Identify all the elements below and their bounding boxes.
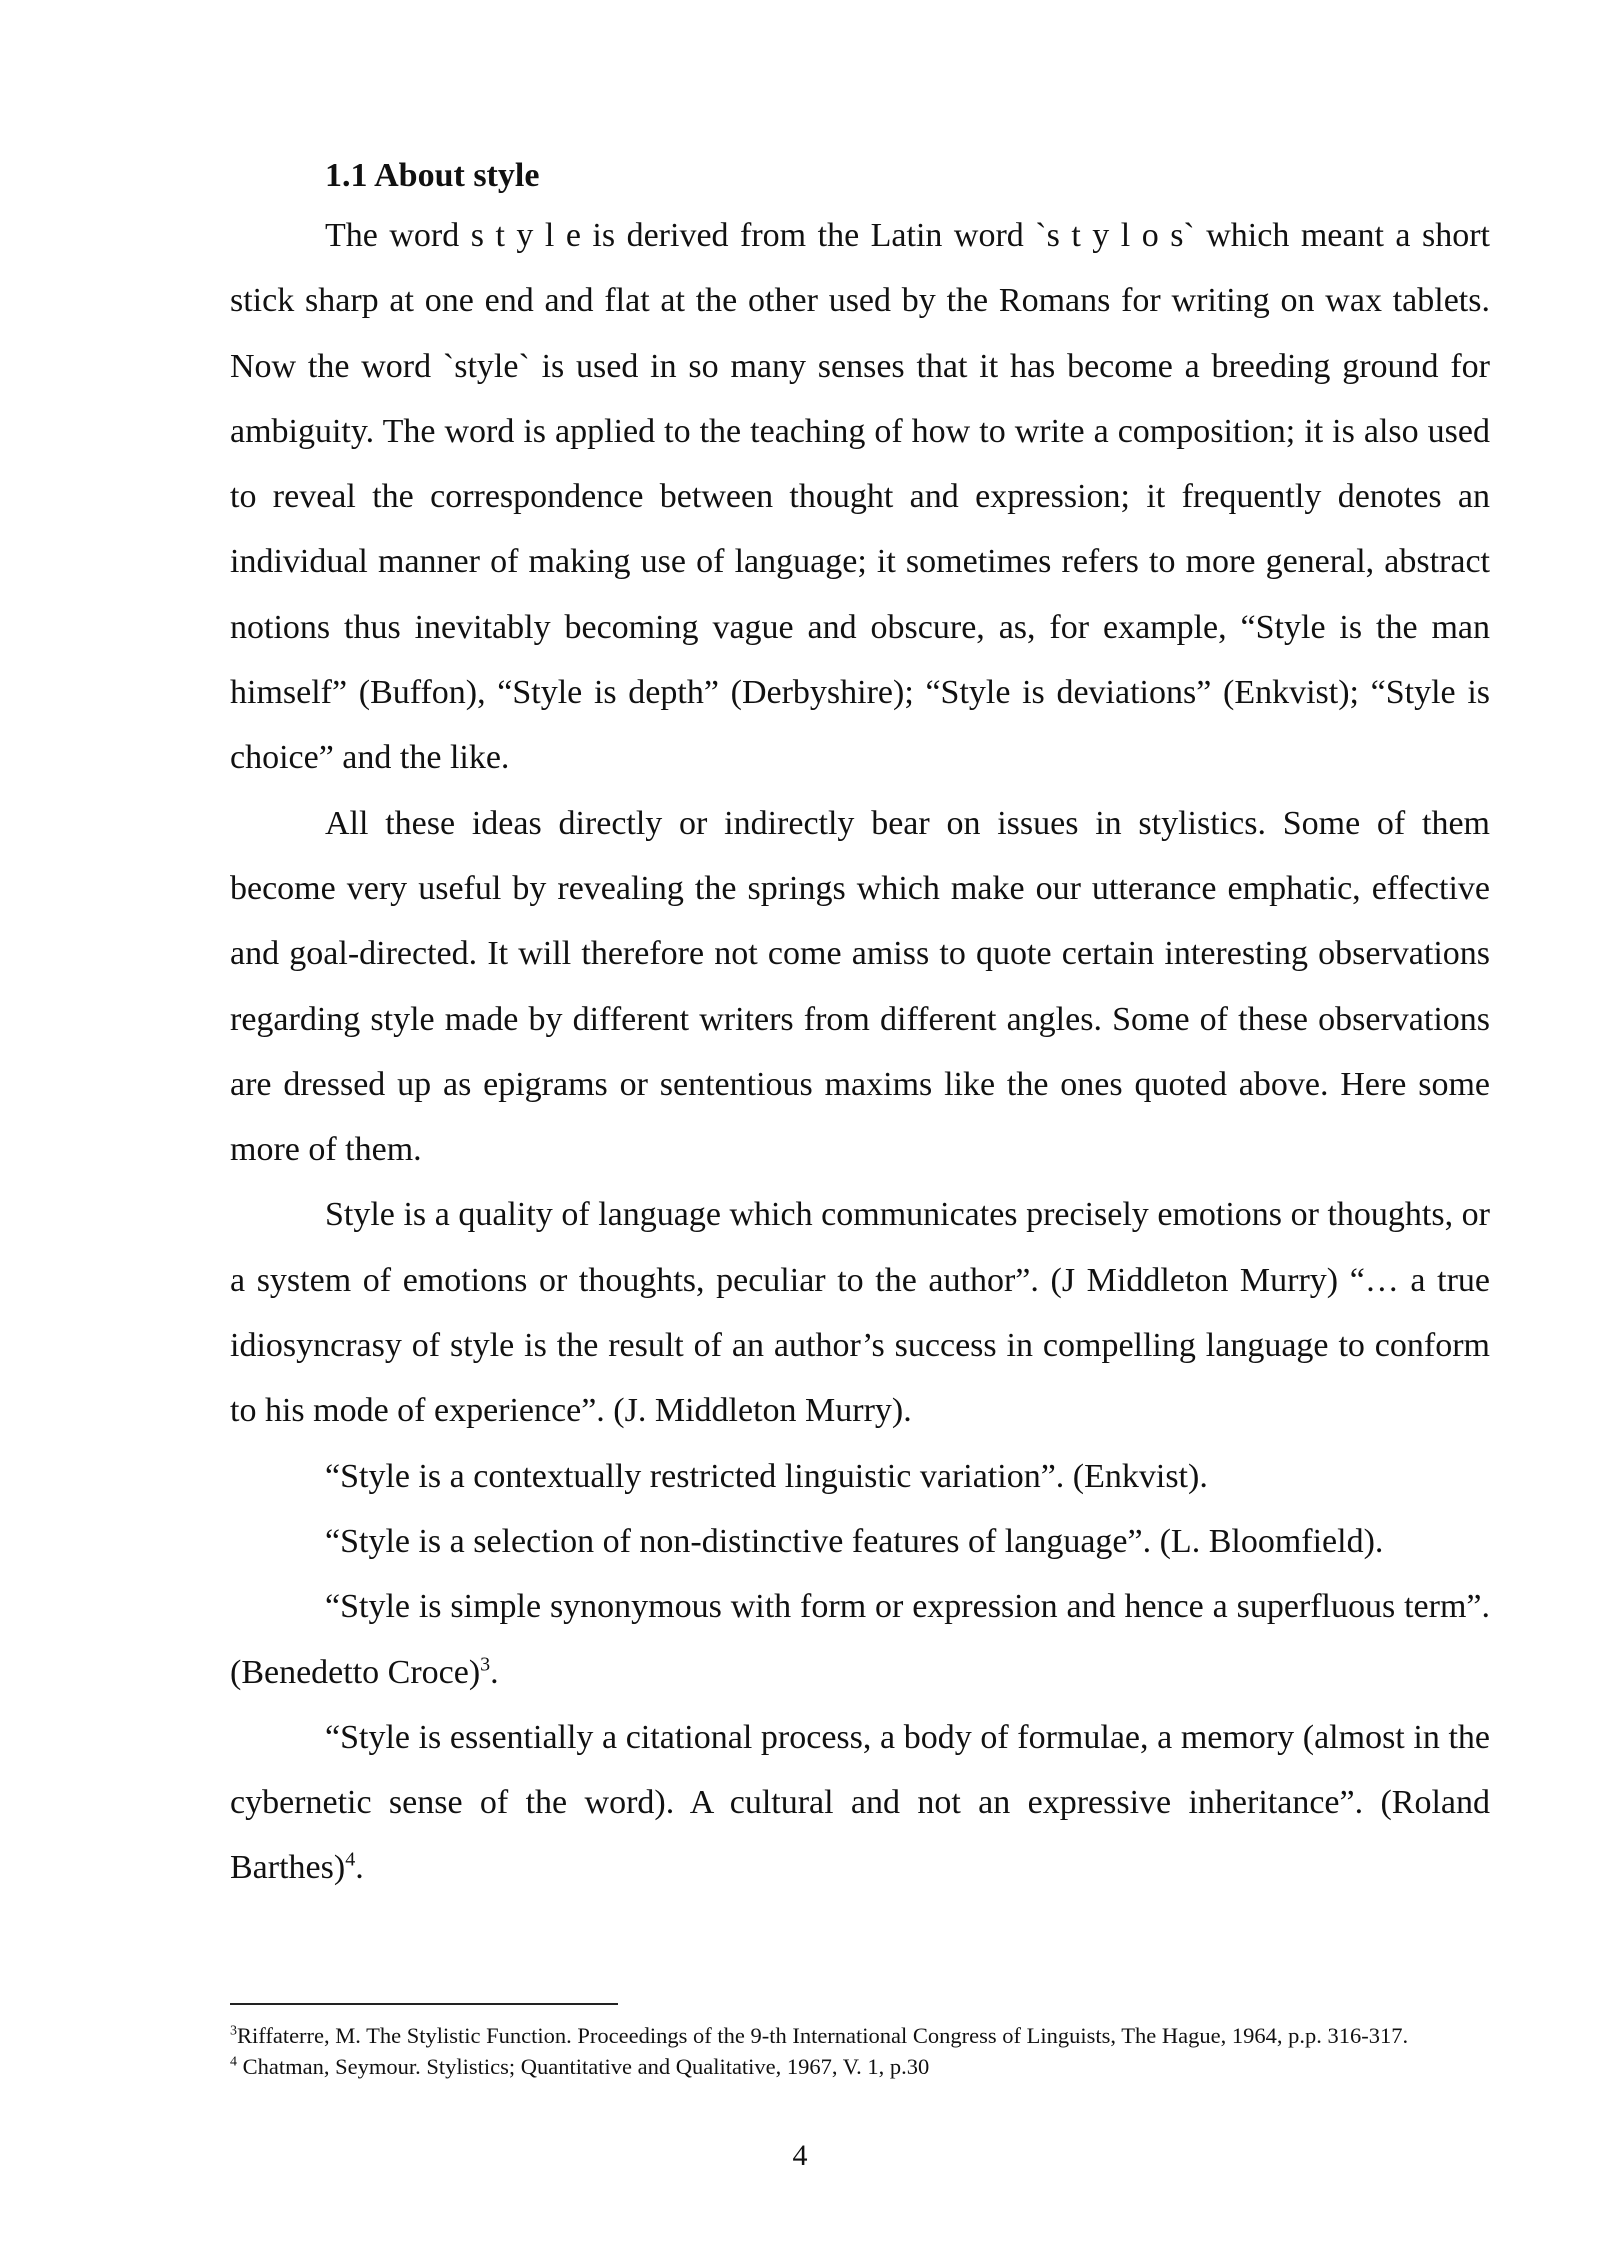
footnote-4-text: Chatman, Seymour. Stylistics; Quantitative and Qualitative, 1967, V. 1, p.30 (237, 2054, 930, 2079)
paragraph-enkvist-quote: “Style is a contextually restricted linguistic variation”. (Enkvist). (325, 1457, 1208, 1495)
footnotes (230, 2020, 1490, 2082)
main-text (230, 148, 1490, 1901)
footnote-3-marker: 3 (230, 2023, 237, 2039)
paragraph-bloomfield-quote: “Style is a selection of non-distinctive features of language”. (L. Bloomfield). (325, 1522, 1384, 1560)
footnote-ref-4[interactable]: 4 (345, 1849, 356, 1872)
paragraph-barthes-quote (230, 1705, 1490, 1901)
barthes-quote-end: . (355, 1849, 364, 1887)
croce-quote-end: . (490, 1653, 499, 1691)
paragraph-croce-quote (230, 1574, 1490, 1705)
footnote-divider (230, 2003, 618, 2005)
footnote-4-marker: 4 (230, 2054, 237, 2070)
footnote-ref-3[interactable]: 3 (480, 1653, 491, 1676)
paragraph-stylistics-ideas: All these ideas directly or indirectly bear on issues in stylistics. Some of them become very useful by revealing the springs which make our utterance emphatic, effective and goal-directed. It will therefore not come amiss to quote certain interesting observations regarding style made by different writers from different angles. Some of these observations are dressed up as epigrams or sententious maxims like the ones quoted above. Here some more of them. (230, 804, 1490, 1169)
paragraph-style-origin: The word s t y l e is derived from the Latin word `s t y l o s` which meant a short stick sharp at one end and flat at the other used by the Romans for writing on wax tablets. Now the word `style` is used in so many senses that it has become a breeding ground for ambiguity. The word is applied to the teaching of how to write a composition; it is also used to reveal the correspondence between thought and expression; it frequently denotes an individual manner of making use of language; it sometimes refers to more general, abstract notions thus inevitably becoming vague and obscure, as, for example, “Style is the man himself” (Buffon), “Style is depth” (Derbyshire); “Style is deviations” (Enkvist); “Style is choice” and the like. (230, 217, 1490, 777)
footnote-3 (230, 2020, 1490, 2051)
paragraph-murry-quote: Style is a quality of language which communicates precisely emotions or thoughts, or a system of emotions or thoughts, peculiar to the author”. (J Middleton Murry) “… a true idiosyncrasy of style is the result of an author’s success in compelling language to conform to his mode of experience”. (J. Middleton Murry). (230, 1196, 1490, 1430)
footnote-4 (230, 2051, 1490, 2082)
barthes-quote-text: “Style is essentially a citational process, a body of formulae, a memory (almost in the cybernetic sense of the word). A cultural and not an expressive inheritance”. (Roland Barthes) (230, 1718, 1490, 1887)
section-heading: 1.1 About style (325, 157, 540, 194)
page-number: 4 (792, 2139, 808, 2172)
croce-quote-text: “Style is simple synonymous with form or expression and hence a superfluous term”. (Benedetto Croce) (230, 1588, 1490, 1691)
footnote-3-text: Riffaterre, M. The Stylistic Function. Proceedings of the 9-th International Congress of Linguists, The Hague, 1964, p.p. 316-317. (237, 2023, 1409, 2048)
